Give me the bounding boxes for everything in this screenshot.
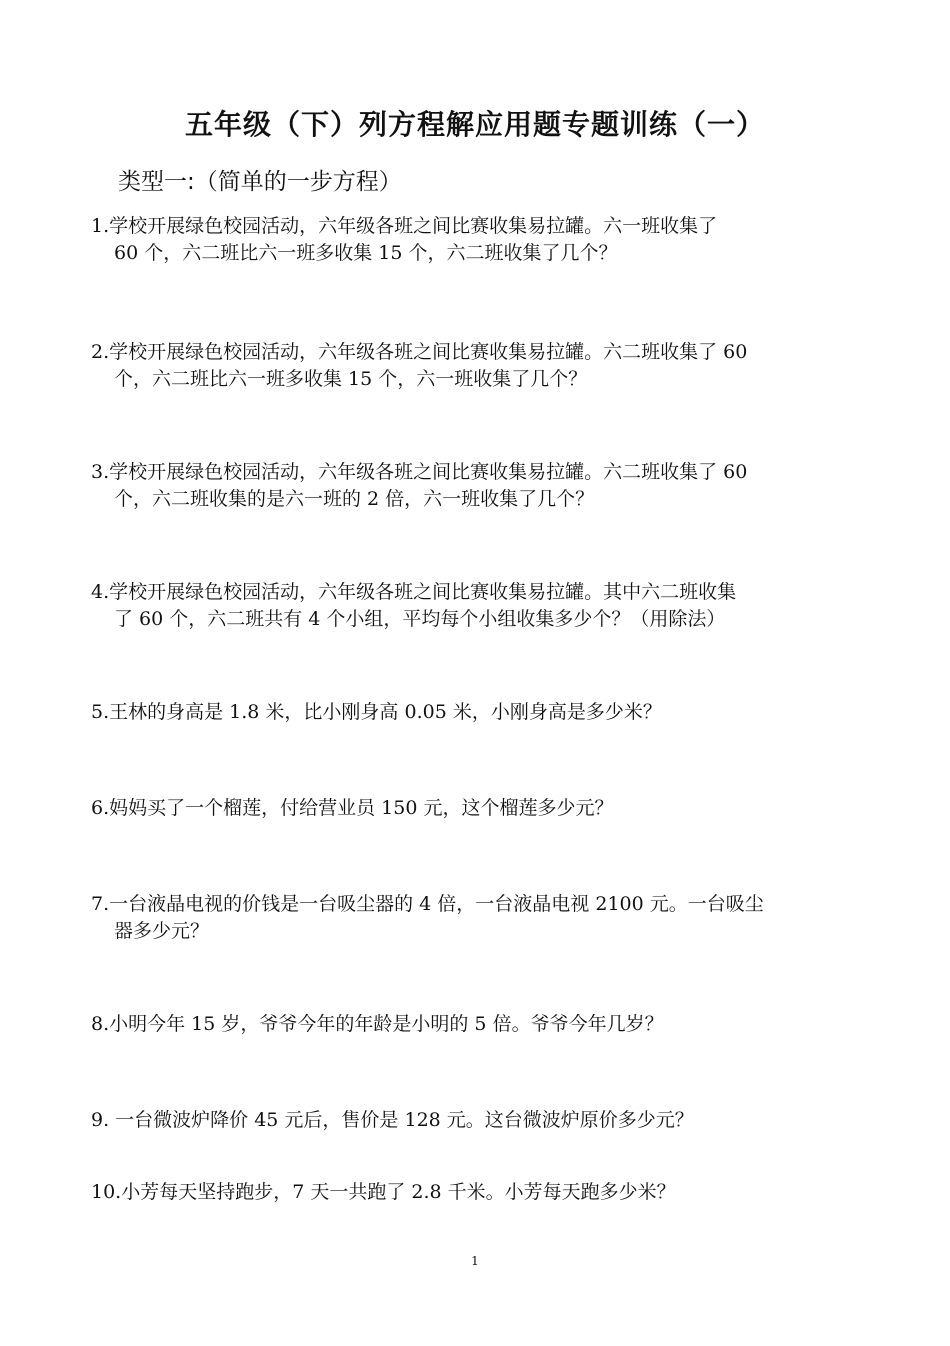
question-number: 10.	[91, 1181, 122, 1203]
question-number: 9.	[91, 1109, 110, 1131]
page-number: 1	[471, 1254, 479, 1268]
question-text: 小明今年 15 岁，爷爷今年的年龄是小明的 5 倍。爷爷今年几岁？	[109, 1013, 664, 1035]
question-text-continued: 了 60 个，六二班共有 4 个小组，平均每个小组收集多少个？（用除法）	[114, 608, 726, 630]
question-text: 学校开展绿色校园活动，六年级各班之间比赛收集易拉罐。六二班收集了 60	[109, 341, 748, 363]
question-text: 一台液晶电视的价钱是一台吸尘器的 4 倍，一台液晶电视 2100 元。一台吸尘	[109, 893, 764, 915]
question-number: 4.	[91, 581, 110, 603]
question-1	[91, 213, 866, 267]
page-title: 五年级（下）列方程解应用题专题训练（一）	[184, 108, 765, 141]
question-text-continued: 个，六二班收集的是六一班的 2 倍，六一班收集了几个？	[114, 488, 595, 510]
question-text: 一台微波炉降价 45 元后，售价是 128 元。这台微波炉原价多少元？	[109, 1109, 694, 1131]
question-text-continued: 个，六二班比六一班多收集 15 个，六一班收集了几个？	[114, 368, 588, 390]
question-number: 5.	[91, 701, 110, 723]
question-text-continued: 器多少元？	[114, 920, 210, 942]
question-text: 王林的身高是 1.8 米，比小刚身高 0.05 米，小刚身高是多少米？	[109, 701, 662, 723]
question-5	[91, 699, 866, 726]
question-number: 2.	[91, 341, 110, 363]
question-6	[91, 795, 866, 822]
question-text: 学校开展绿色校园活动，六年级各班之间比赛收集易拉罐。其中六二班收集	[109, 581, 737, 603]
question-text-continued: 60 个，六二班比六一班多收集 15 个，六二班收集了几个？	[114, 242, 618, 264]
question-text: 学校开展绿色校园活动，六年级各班之间比赛收集易拉罐。六二班收集了 60	[109, 461, 748, 483]
question-4	[91, 579, 866, 633]
question-text: 小芳每天坚持跑步，7 天一共跑了 2.8 千米。小芳每天跑多少米？	[121, 1181, 676, 1203]
section-heading: 类型一:（简单的一步方程）	[118, 169, 402, 195]
question-number: 8.	[91, 1013, 110, 1035]
question-number: 3.	[91, 461, 110, 483]
question-number: 1.	[91, 215, 110, 237]
question-text: 学校开展绿色校园活动，六年级各班之间比赛收集易拉罐。六一班收集了	[109, 215, 718, 237]
question-3	[91, 459, 866, 513]
question-number: 7.	[91, 893, 110, 915]
question-9	[91, 1107, 866, 1134]
question-7	[91, 891, 866, 945]
question-8	[91, 1011, 866, 1038]
question-2	[91, 339, 866, 393]
question-number: 6.	[91, 797, 110, 819]
question-10	[91, 1179, 866, 1206]
question-text: 妈妈买了一个榴莲，付给营业员 150 元，这个榴莲多少元？	[109, 797, 614, 819]
